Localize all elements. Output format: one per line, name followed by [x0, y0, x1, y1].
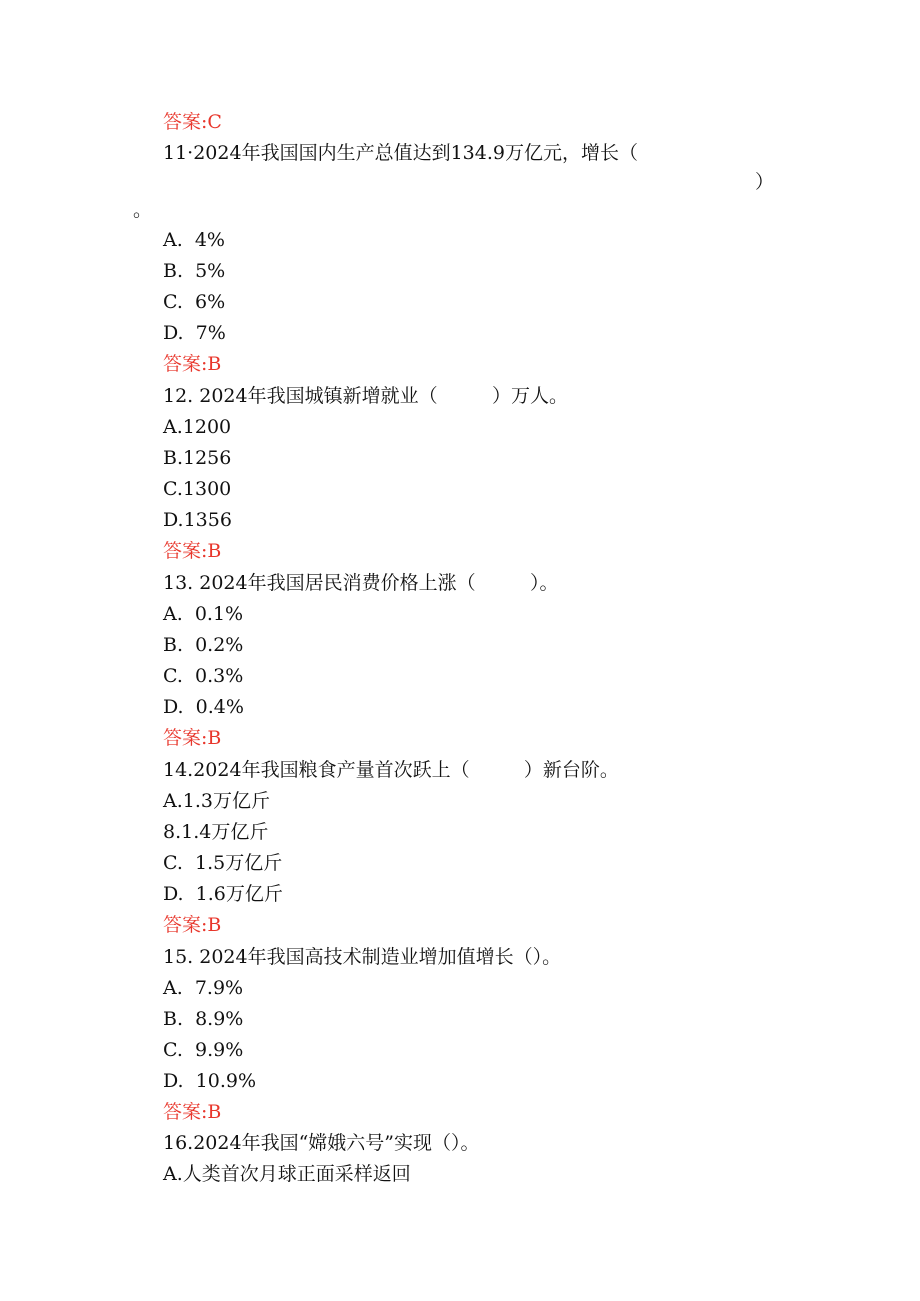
question-11-option-c: C. 6% — [163, 291, 226, 313]
question-15-option-c: C. 9.9% — [163, 1039, 244, 1061]
question-14-option-c: C. 1.5万亿斤 — [163, 852, 283, 874]
question-16-stem: 16.2024年我国“嫦娥六号”实现（）。 — [163, 1132, 480, 1154]
question-12-option-d: D.1356 — [163, 509, 232, 531]
question-15-stem: 15. 2024年我国高技术制造业增加值增长（）。 — [163, 946, 562, 968]
question-12-option-a: A.1200 — [163, 416, 232, 438]
question-11-end-mark: 。 — [133, 199, 153, 221]
question-14-option-a: A.1.3万亿斤 — [163, 790, 270, 812]
question-11-option-a: A. 4% — [163, 229, 225, 251]
question-16-option-a: A.人类首次月球正面采样返回 — [163, 1163, 411, 1185]
question-11-close-paren: ） — [755, 171, 775, 193]
answer-q15: 答案:B — [163, 1101, 222, 1123]
answer-q13: 答案:B — [163, 727, 222, 749]
question-15-option-a: A. 7.9% — [163, 977, 244, 999]
question-14-option-b: 8.1.4万亿斤 — [163, 821, 269, 843]
question-14-stem: 14.2024年我国粮食产量首次跃上（ ）新台阶。 — [163, 759, 619, 781]
question-12-option-b: B.1256 — [163, 447, 232, 469]
question-13-option-a: A. 0.1% — [163, 603, 244, 625]
question-15-option-d: D. 10.9% — [163, 1070, 257, 1092]
question-11-stem: 11·2024年我国国内生产总值达到134.9万亿元，增长（ — [163, 142, 638, 164]
question-12-stem: 12. 2024年我国城镇新增就业（ ）万人。 — [163, 385, 568, 407]
question-13-option-d: D. 0.4% — [163, 696, 244, 718]
question-13-option-c: C. 0.3% — [163, 665, 244, 687]
question-11-option-b: B. 5% — [163, 260, 226, 282]
answer-q10: 答案:C — [163, 111, 222, 133]
answer-q14: 答案:B — [163, 914, 222, 936]
answer-q12: 答案:B — [163, 540, 222, 562]
question-14-option-d: D. 1.6万亿斤 — [163, 883, 283, 905]
question-15-option-b: B. 8.9% — [163, 1008, 244, 1030]
question-11-option-d: D. 7% — [163, 322, 226, 344]
question-12-option-c: C.1300 — [163, 478, 232, 500]
question-13-stem: 13. 2024年我国居民消费价格上涨（ ）。 — [163, 572, 559, 594]
question-13-option-b: B. 0.2% — [163, 634, 244, 656]
answer-q11: 答案:B — [163, 353, 222, 375]
